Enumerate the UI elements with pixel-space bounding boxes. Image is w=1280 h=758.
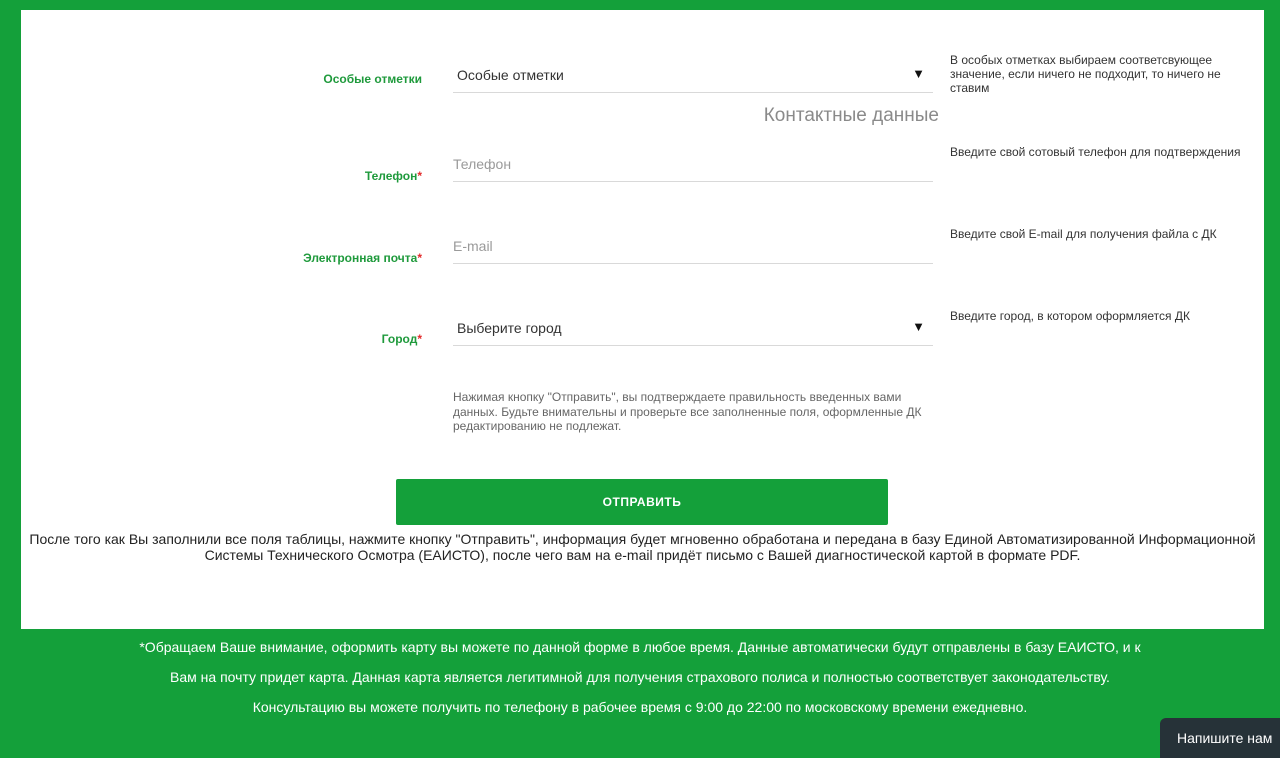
contacts-section-title: Контактные данные — [763, 105, 939, 126]
special-marks-select[interactable] — [453, 55, 933, 93]
phone-label: Телефон* — [364, 169, 422, 183]
special-marks-value: Особые отметки — [457, 67, 564, 83]
phone-hint: Введите свой сотовый телефон для подтверждения — [950, 145, 1241, 159]
email-label: Электронная почта* — [303, 251, 422, 265]
email-placeholder: E-mail — [453, 238, 493, 254]
required-mark: * — [417, 251, 422, 265]
dropdown-icon: ▼ — [912, 319, 925, 334]
special-marks-label: Особые отметки — [323, 72, 422, 86]
submit-button[interactable]: ОТПРАВИТЬ — [396, 479, 888, 525]
form-card — [21, 10, 1264, 629]
phone-placeholder: Телефон — [453, 156, 512, 172]
special-marks-hint: В особых отметках выбираем соответсвующее значение, если ничего не подходит, то ничего не ставим — [950, 53, 1221, 95]
phone-input[interactable] — [453, 144, 933, 182]
city-hint: Введите город, в котором оформляется ДК — [950, 309, 1190, 323]
required-mark: * — [417, 332, 422, 346]
city-select[interactable] — [453, 308, 933, 346]
submit-disclaimer: Нажимая кнопку "Отправить", вы подтверждаете правильность введенных вами данных. Будьте внимательны и проверьте все заполненные поля, оформленные ДК редактированию не подлежат. — [453, 390, 922, 433]
email-hint: Введите свой E-mail для получения файла с ДК — [950, 227, 1217, 241]
city-value: Выберите город — [457, 320, 562, 336]
footer-note: *Обращаем Ваше внимание, оформить карту вы можете по данной форме в любое время. Данные автоматически будут отправлены в базу ЕАИСТО, и к Вам на почту придет карта. Данная карта является легитимной для получения страхового полиса и полностью соответствует законодательству. Консультацию вы можете получить по телефону в рабочее время с 9:00 до 22:00 по московскому времени ежедневно. — [139, 639, 1141, 715]
info-text: После того как Вы заполнили все поля таблицы, нажмите кнопку "Отправить", информация будет мгновенно обработана и передана в базу Единой Автоматизированной Информационной Системы Технического Осмотра (ЕАИСТО), после чего вам на e-mail придёт письмо с Вашей диагностической картой в формате PDF. — [29, 531, 1256, 563]
required-mark: * — [417, 169, 422, 183]
city-label: Город* — [381, 332, 422, 346]
email-input[interactable] — [453, 226, 933, 264]
dropdown-icon: ▼ — [912, 66, 925, 81]
chat-button[interactable]: Напишите нам — [1160, 718, 1280, 758]
